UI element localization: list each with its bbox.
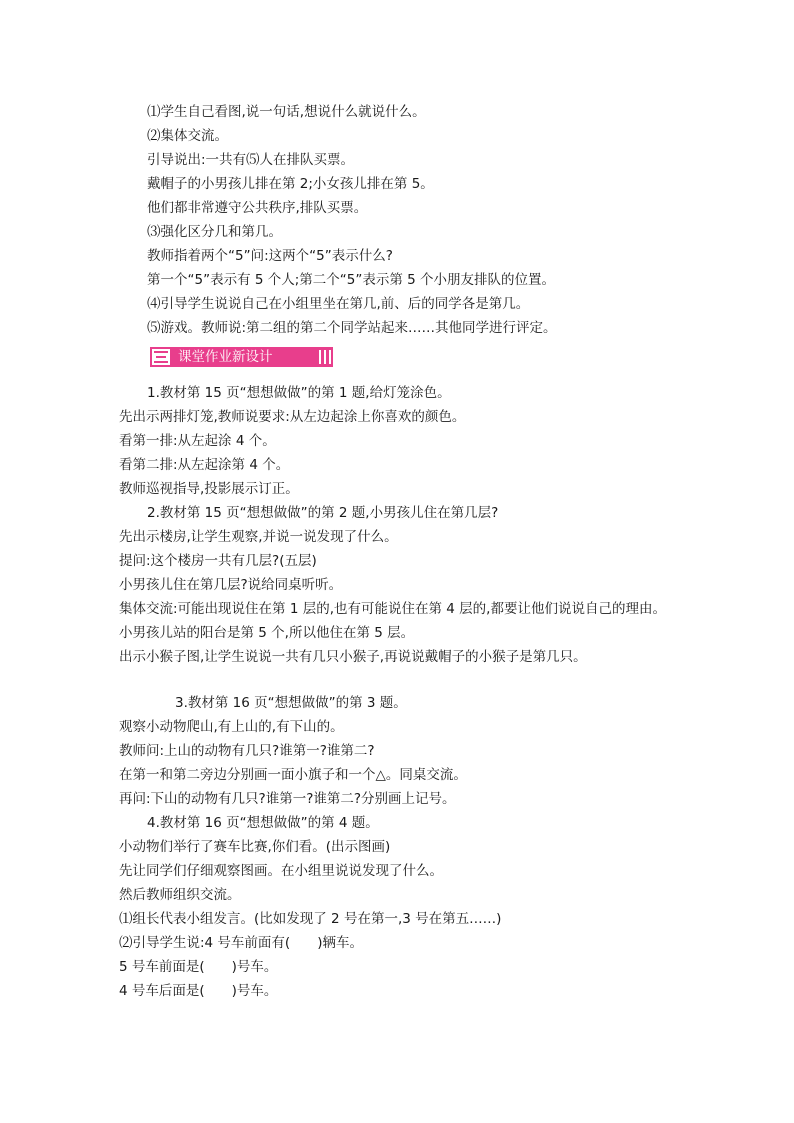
text-line: 4 号车后面是( )号车。 [119,983,278,999]
text-line: ⑵集体交流。 [147,128,228,144]
text-line: 先出示楼房,让学生观察,并说一说发现了什么。 [119,529,398,545]
section-title [172,347,333,367]
text-line: 出示小猴子图,让学生说说一共有几只小猴子,再说说戴帽子的小猴子是第几只。 [119,649,587,665]
text-line: 第一个“5”表示有 5 个人;第二个“5”表示第 5 个小朋友排队的位置。 [147,272,556,288]
text-line: 然后教师组织交流。 [119,887,241,903]
text-line: ⑸游戏。教师说:第二组的第二个同学站起来……其他同学进行评定。 [147,320,557,336]
text-line: 集体交流:可能出现说住在第 1 层的,也有可能说住在第 4 层的,都要让他们说说自己的理由。 [119,601,666,617]
text-line: 教师巡视指导,投影展示订正。 [119,481,299,497]
section-number-badge [150,347,172,367]
text-line: 看第二排:从左起涂第 4 个。 [119,457,290,473]
text-line: 在第一和第二旁边分别画一面小旗子和一个△。同桌交流。 [119,767,467,783]
text-line: ⑴学生自己看图,说一句话,想说什么就说什么。 [147,104,426,120]
text-line: 观察小动物爬山,有上山的,有下山的。 [119,719,344,735]
text-line: 先出示两排灯笼,教师说要求:从左边起涂上你喜欢的颜色。 [119,409,466,425]
section-number-glyph [154,351,168,363]
text-line: ⑵引导学生说:4 号车前面有( )辆车。 [119,935,363,951]
task-heading: 1.教材第 15 页“想想做做”的第 1 题,给灯笼涂色。 [147,385,451,401]
text-line: 教师问:上山的动物有几只?谁第一?谁第二? [119,743,375,759]
task-heading: 4.教材第 16 页“想想做做”的第 4 题。 [147,815,379,831]
text-line: 他们都非常遵守公共秩序,排队买票。 [147,200,368,216]
text-line: 引导说出:一共有⑸人在排队买票。 [147,152,355,168]
text-line: 5 号车前面是( )号车。 [119,959,278,975]
text-line: ⑷引导学生说说自己在小组里坐在第几,前、后的同学各是第几。 [147,296,530,312]
section-banner [150,347,333,367]
task-heading: 3.教材第 16 页“想想做做”的第 3 题。 [175,695,407,711]
banner-stripes-decoration [319,350,331,364]
task-heading: 2.教材第 15 页“想想做做”的第 2 题,小男孩儿住在第几层? [147,505,499,521]
text-line: 再问:下山的动物有几只?谁第一?谁第二?分别画上记号。 [119,791,456,807]
text-line: 戴帽子的小男孩儿排在第 2;小女孩儿排在第 5。 [147,176,434,192]
text-line: 提问:这个楼房一共有几层?(五层) [119,553,317,569]
text-line: 教师指着两个“5”问:这两个“5”表示什么? [147,248,393,264]
text-line: 先让同学们仔细观察图画。在小组里说说发现了什么。 [119,863,443,879]
section-title-text: 课堂作业新设计 [178,349,273,365]
text-line: 小动物们举行了赛车比赛,你们看。(出示图画) [119,839,391,855]
text-line: 小男孩儿站的阳台是第 5 个,所以他住在第 5 层。 [119,625,415,641]
text-line: ⑴组长代表小组发言。(比如发现了 2 号在第一,3 号在第五……) [119,911,502,927]
text-line: 看第一排:从左起涂 4 个。 [119,433,276,449]
text-line: ⑶强化区分几和第几。 [147,224,282,240]
text-line: 小男孩儿住在第几层?说给同桌听听。 [119,577,343,593]
